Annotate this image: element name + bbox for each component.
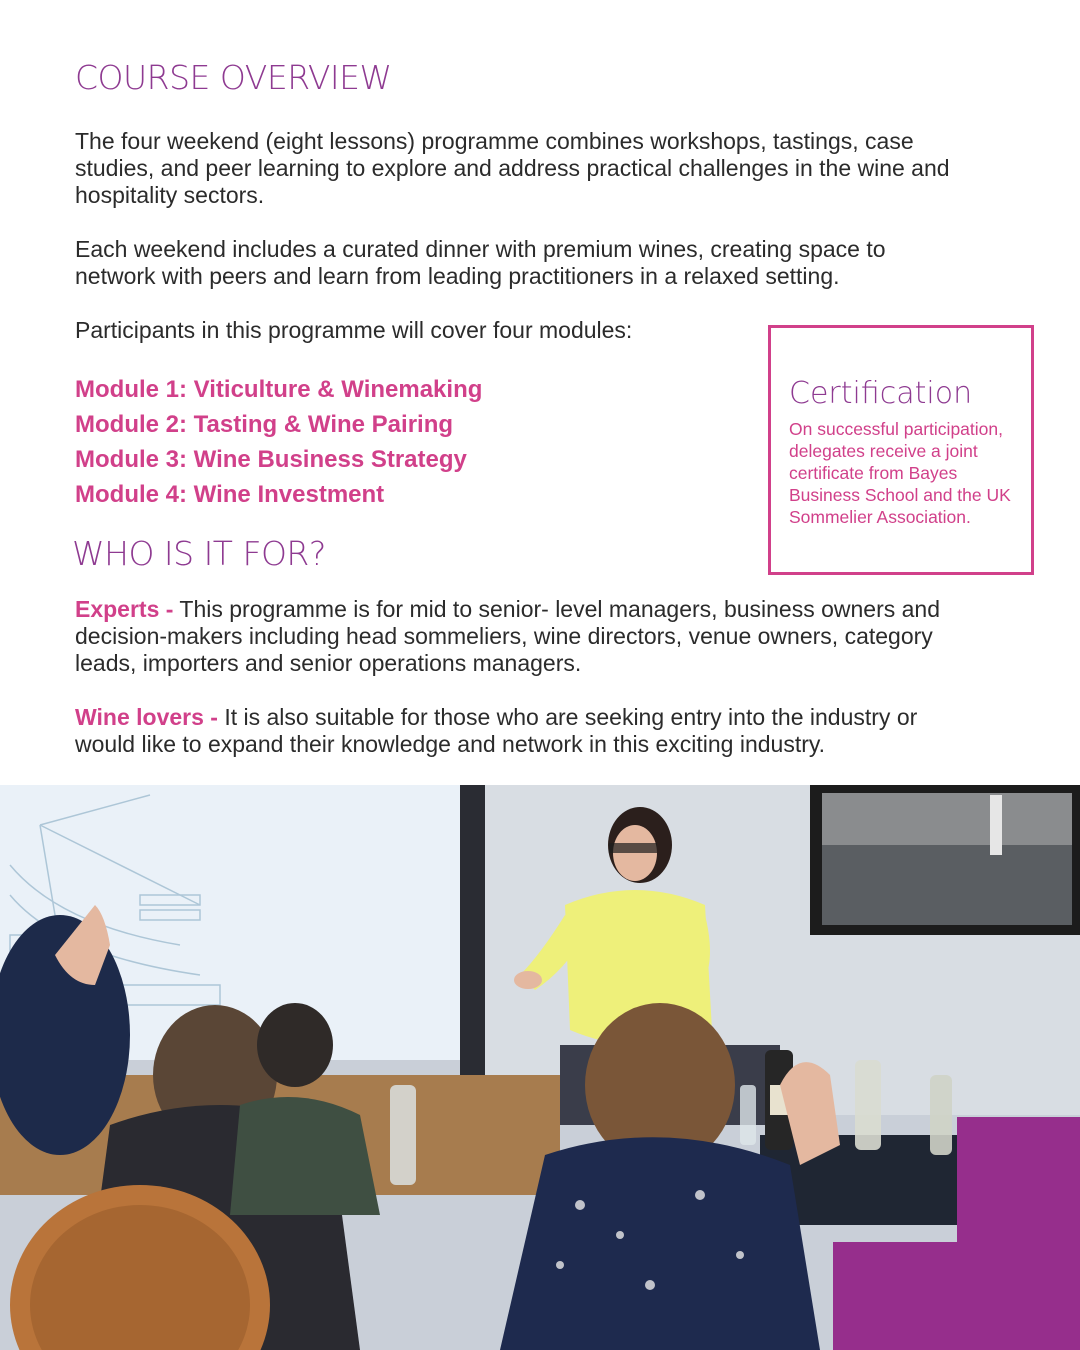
purple-accent-block-lower: [833, 1242, 1080, 1350]
certification-title: Certification: [789, 376, 973, 411]
who-is-it-for-heading: WHO IS IT FOR?: [72, 534, 326, 573]
module-item: Module 1: Viticulture & Winemaking: [75, 376, 483, 403]
modules-intro: Participants in this programme will cover four modules:: [75, 317, 633, 343]
wine-lovers-lead: Wine lovers -: [75, 704, 218, 730]
module-list: [75, 372, 482, 512]
certification-body: On successful participation, delegates receive a joint certificate from Bayes Business School and the UK Sommelier Association.: [789, 419, 1011, 527]
module-item: Module 4: Wine Investment: [75, 481, 385, 508]
overview-paragraph-2: Each weekend includes a curated dinner with premium wines, creating space to network with peers and learn from leading practitioners in a relaxed setting.: [75, 236, 886, 289]
wine-lovers-text: It is also suitable for those who are seeking entry into the industry or would like to expand their knowledge and network in this exciting industry.: [75, 704, 918, 757]
course-overview-heading: COURSE OVERVIEW: [75, 58, 392, 97]
experts-lead: Experts -: [75, 596, 174, 622]
experts-text: This programme is for mid to senior- level managers, business owners and decision-makers including head sommeliers, wine directors, venue owners, category leads, importers and senior operations managers.: [75, 596, 941, 676]
certification-box: [768, 325, 1034, 575]
experts-paragraph: [75, 596, 975, 677]
classroom-photo: [0, 785, 1080, 1350]
wine-lovers-paragraph: [75, 704, 975, 758]
module-item: Module 2: Tasting & Wine Pairing: [75, 411, 454, 438]
overview-paragraph-1: The four weekend (eight lessons) programme combines workshops, tastings, case studies, and peer learning to explore and address practical challenges in the wine and hospitality sectors.: [75, 128, 950, 208]
purple-accent-block-upper: [957, 1117, 1080, 1247]
module-item: Module 3: Wine Business Strategy: [75, 446, 467, 473]
